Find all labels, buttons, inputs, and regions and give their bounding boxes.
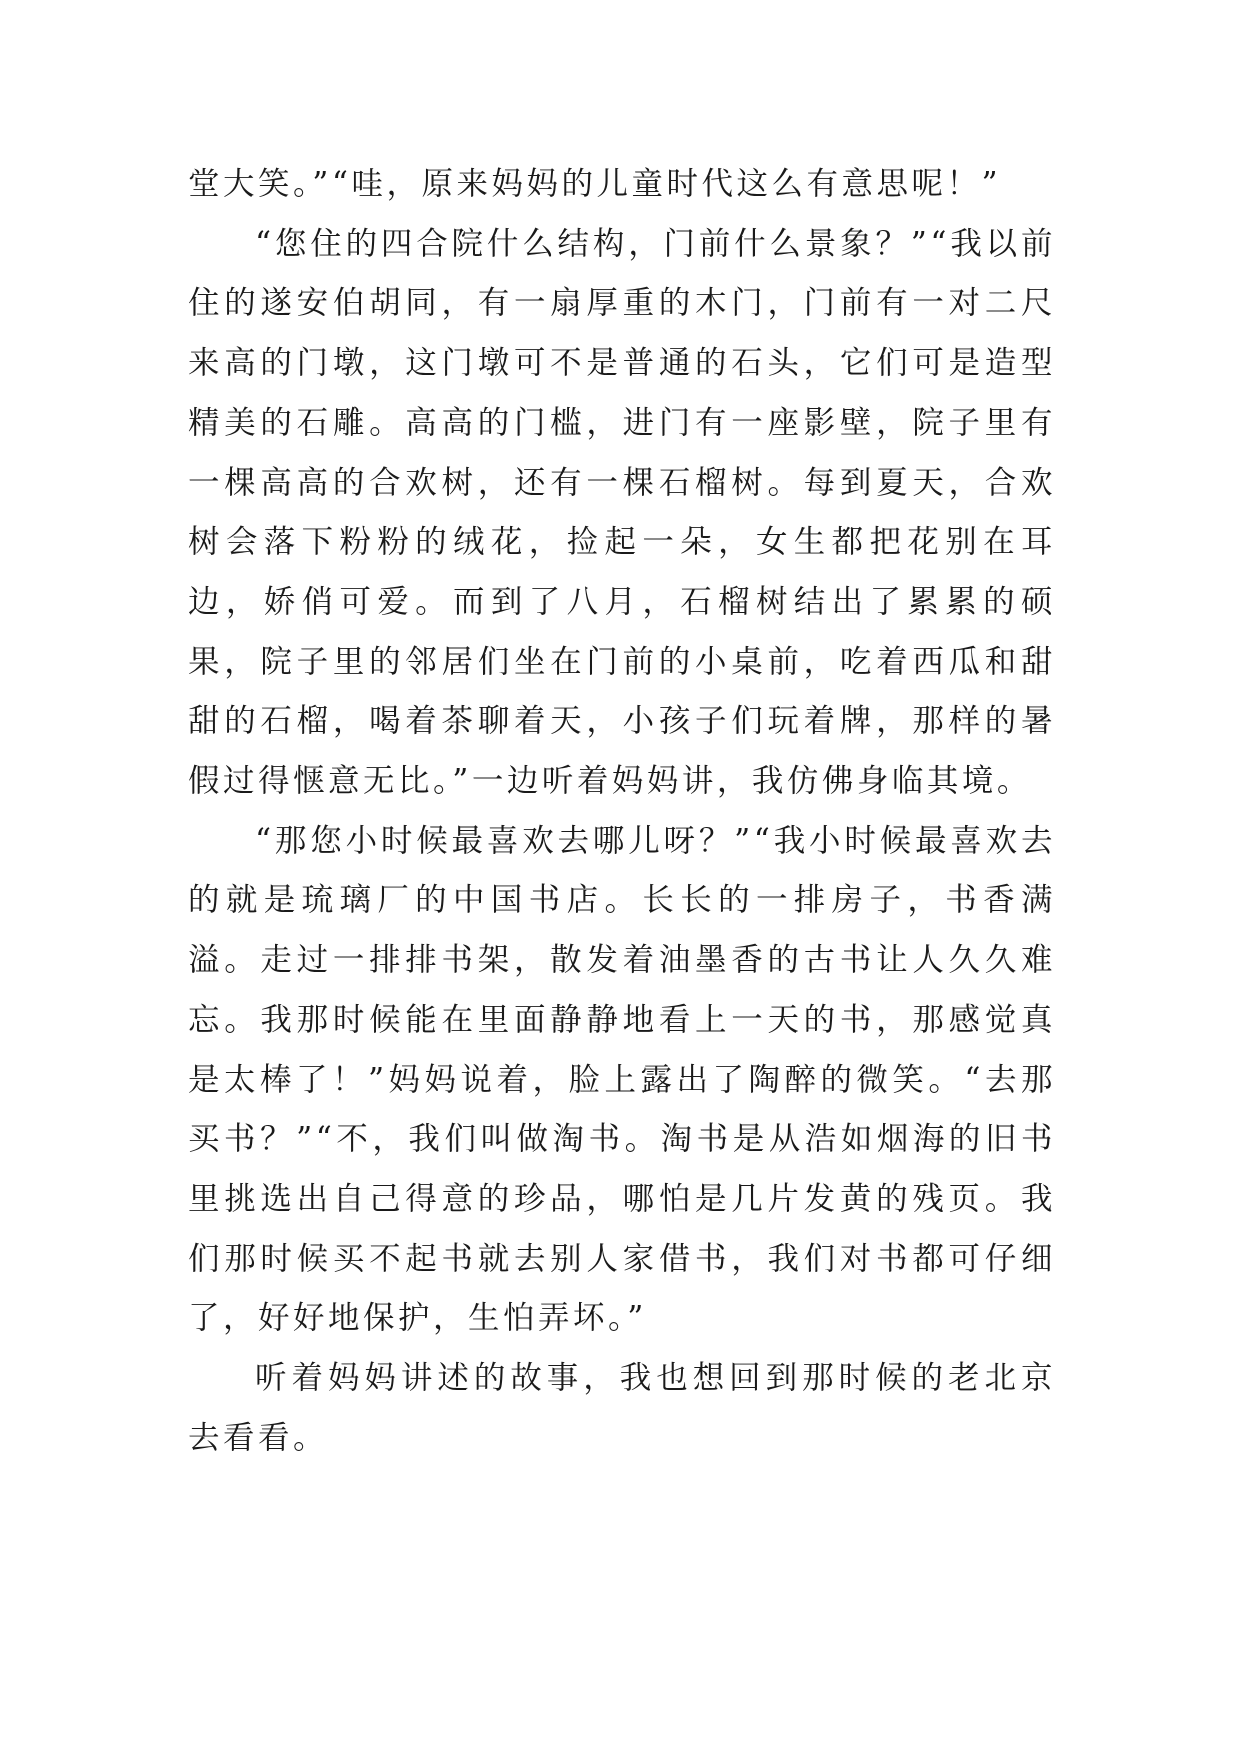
body-text — [188, 155, 1056, 1468]
paragraph-2: “您住的四合院什么结构，门前什么景象？”“我以前住的遂安伯胡同，有一扇厚重的木门，门前有一对二尺来高的门墩，这门墩可不是普通的石头，它们可是造型精美的石雕。高高的门槛，进门有一座影壁，院子里有一棵高高的合欢树，还有一棵石榴树。每到夏天，合欢树会落下粉粉的绒花，捡起一朵，女生都把花别在耳边，娇俏可爱。而到了八月，石榴树结出了累累的硕果，院子里的邻居们坐在门前的小桌前，吃着西瓜和甜甜的石榴，喝着茶聊着天，小孩子们玩着牌，那样的暑假过得惬意无比。”一边听着妈妈讲，我仿佛身临其境。 — [188, 225, 1056, 800]
paragraph-3: “那您小时候最喜欢去哪儿呀？”“我小时候最喜欢去的就是琉璃厂的中国书店。长长的一排房子，书香满溢。走过一排排书架，散发着油墨香的古书让人久久难忘。我那时候能在里面静静地看上一天的书，那感觉真是太棒了！”妈妈说着，脸上露出了陶醉的微笑。“去那买书？”“不，我们叫做淘书。淘书是从浩如烟海的旧书里挑选出自己得意的珍品，哪怕是几片发黄的残页。我们那时候买不起书就去别人家借书，我们对书都可仔细了，好好地保护，生怕弄坏。” — [188, 822, 1056, 1337]
paragraph-1: 堂大笑。”“哇，原来妈妈的儿童时代这么有意思呢！” — [188, 166, 1002, 202]
paragraph-4: 听着妈妈讲述的故事，我也想回到那时候的老北京去看看。 — [188, 1360, 1056, 1456]
